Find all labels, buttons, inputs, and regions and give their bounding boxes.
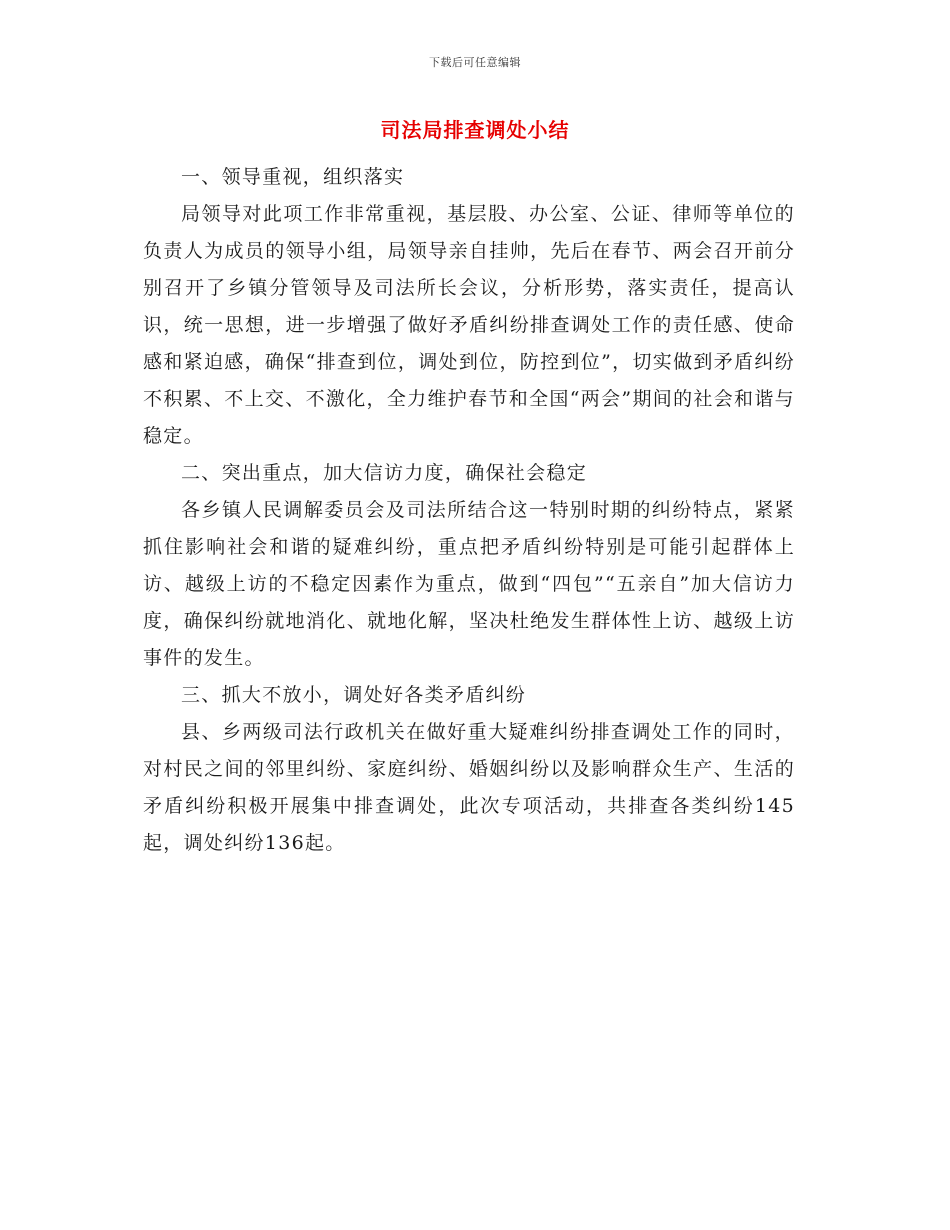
section-heading-3: 三、抓大不放小，调处好各类矛盾纠纷: [181, 684, 527, 706]
section-heading-2: 二、突出重点，加大信访力度，确保社会稳定: [181, 462, 588, 484]
document-body: [143, 159, 795, 862]
paragraph-2: 各乡镇人民调解委员会及司法所结合这一特别时期的纠纷特点，紧紧抓住影响社会和谐的疑难纠纷，重点把矛盾纠纷特别是可能引起群体上访、越级上访的不稳定因素作为重点，做到“四包”“五亲自”加大信访力度，确保纠纷就地消化、就地化解，坚决杜绝发生群体性上访、越级上访事件的发生。: [143, 499, 795, 669]
header-note: 下载后可任意编辑: [429, 56, 521, 69]
document-title: 司法局排查调处小结: [380, 118, 570, 142]
paragraph-3: 县、乡两级司法行政机关在做好重大疑难纠纷排查调处工作的同时，对村民之间的邻里纠纷、家庭纠纷、婚姻纠纷以及影响群众生产、生活的矛盾纠纷积极开展集中排查调处，此次专项活动，共排查各类纠纷145起，调处纠纷136起。: [143, 721, 795, 854]
section-heading-1: 一、领导重视，组织落实: [181, 166, 405, 188]
paragraph-1: 局领导对此项工作非常重视，基层股、办公室、公证、律师等单位的负责人为成员的领导小组，局领导亲自挂帅，先后在春节、两会召开前分别召开了乡镇分管领导及司法所长会议，分析形势，落实责任，提高认识，统一思想，进一步增强了做好矛盾纠纷排查调处工作的责任感、使命感和紧迫感，确保“排查到位，调处到位，防控到位”，切实做到矛盾纠纷不积累、不上交、不激化，全力维护春节和全国“两会”期间的社会和谐与稳定。: [143, 203, 795, 447]
